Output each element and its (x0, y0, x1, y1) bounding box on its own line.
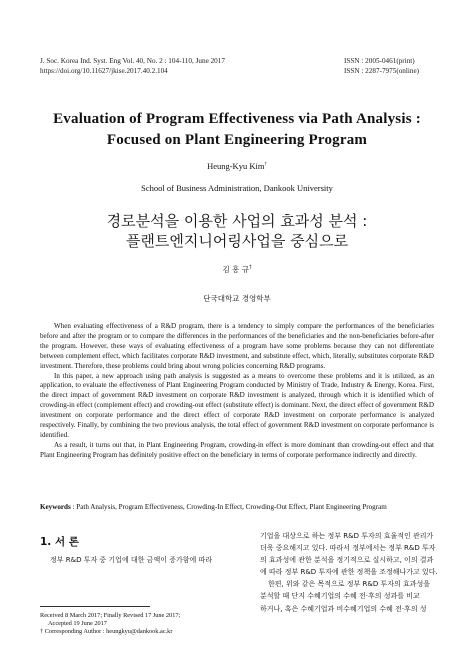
doi-link[interactable]: https://doi.org/10.11627/jkise.2017.40.2.104 (40, 67, 168, 75)
title-ko-line2: 플랜트엔지니어링사업을 중심으로 (125, 232, 349, 250)
author-name: Heung-Kyu Kim (207, 161, 265, 171)
author-ko (0, 264, 474, 275)
keywords (40, 503, 440, 512)
abstract-paragraph-3: As a result, it turns out that, in Plant Engineering Program, crowding-in effect is more dominant than crowding-out effect and that Plant Engineering Program has definitely positive effect on the beneficiary in terms of corporate performance indirectly and directly. (40, 440, 434, 459)
body-left-paragraph: 정부 R&D 투자 중 기업에 대한 금액이 증가함에 따라 (50, 556, 212, 564)
body-right-line: 하거나, 혹은 수혜기업과 비수혜기업의 수혜 전·후의 성 (260, 604, 427, 613)
affiliation-en: School of Business Administration, Dankook University (141, 183, 333, 193)
author-mark: † (264, 162, 267, 168)
body-right-line: 한편, 위와 같은 목적으로 정부 R&D 투자의 효과성을 (268, 580, 430, 589)
title-en-line1: Evaluation of Program Effectiveness via Path Analysis : (53, 111, 421, 127)
author-en (0, 161, 474, 171)
affiliation-ko: 단국대학교 경영학부 (203, 294, 271, 303)
abstract-paragraph-2: In this paper, a new approach using path analysis is suggested as a means to overcome these problems and it is utilized, as an application, to evaluate the effectiveness of Plant Engineering Program conducted by Ministry of Trade, Industry & Energy, Korea. First, the direct impact of government R&D investment on corporate R&D investment is analyzed, through which it is identified which of crowding-in effect (complement effect) and crowding-out effect (substitute effect) is dominant. Next, the direct effect of government R&D investment on corporate performance and the direct effect of corporate R&D investment on corporate performance is analyzed respectively. Finally, by combining the two previous analysis, the total effect of government R&D investment on corporate performance is identified. (40, 371, 434, 439)
body-right-line: 에 따라 정부 R&D 투자에 관한 정책을 조정해나가고 있다. (260, 568, 438, 577)
body-right-line: 더욱 중요해지고 있다. 따라서 정부에서는 정부 R&D 투자 (260, 544, 436, 553)
body-right-line: 분석할 때 단지 수혜기업의 수혜 전·후의 성과를 비교 (260, 592, 420, 601)
corresponding-author: Corresponding Author : heungkyu@dankook.ac.kr (44, 628, 173, 635)
title-en-line2: Focused on Plant Engineering Program (106, 132, 368, 148)
author-ko-mark: † (249, 264, 252, 271)
keywords-label: Keywords (40, 503, 71, 511)
footnote-received: Received 8 March 2017; Finally Revised 17 June 2017; (40, 612, 181, 619)
body-right-line: 의 효과성에 관한 분석을 정기적으로 실시하고, 이의 결과 (260, 556, 434, 565)
issn-online: ISSN : 2287-7975(online) (344, 67, 420, 75)
body-right-column (260, 530, 438, 615)
keywords-list: : Path Analysis, Program Effectiveness, Crowding-In Effect, Crowding-Out Effect, Plant Engineering Program (70, 503, 387, 511)
body-right-line: 기업을 대상으로 하는 정부 R&D 투자의 효율적인 관리가 (260, 532, 434, 540)
abstract-paragraph-1: When evaluating effectiveness of a R&D program, there is a tendency to simply compare the performances of the beneficiaries before and after the program or to compare the differences in the performances of the beneficiaries and the non-beneficiaries before-after the program. However, these ways of evaluating effectiveness of a program have some problems because they can not differentiate between complement effect, which facilitates corporate R&D investment, and substitute effect, which, literally, substitutes corporate R&D investment. Therefore, these problems could bring about wrong policies concerning R&D programs. (40, 322, 434, 370)
section-title: 1. 서 론 (40, 536, 79, 548)
dagger-mark: † (40, 628, 44, 635)
issn-print: ISSN : 2005-0461(print) (344, 57, 415, 65)
title-ko-line1: 경로분석을 이용한 사업의 효과성 분석 : (106, 212, 368, 230)
footnote-corresponding (40, 628, 240, 636)
footnote-divider (40, 606, 150, 607)
footnote-accepted: Accepted 19 June 2017 (48, 620, 107, 627)
abstract (40, 322, 434, 461)
journal-citation: J. Soc. Korea Ind. Syst. Eng Vol. 40, No. 2 : 104-110, June 2017 (40, 57, 225, 65)
author-ko-name: 김 흥 규 (222, 265, 249, 274)
